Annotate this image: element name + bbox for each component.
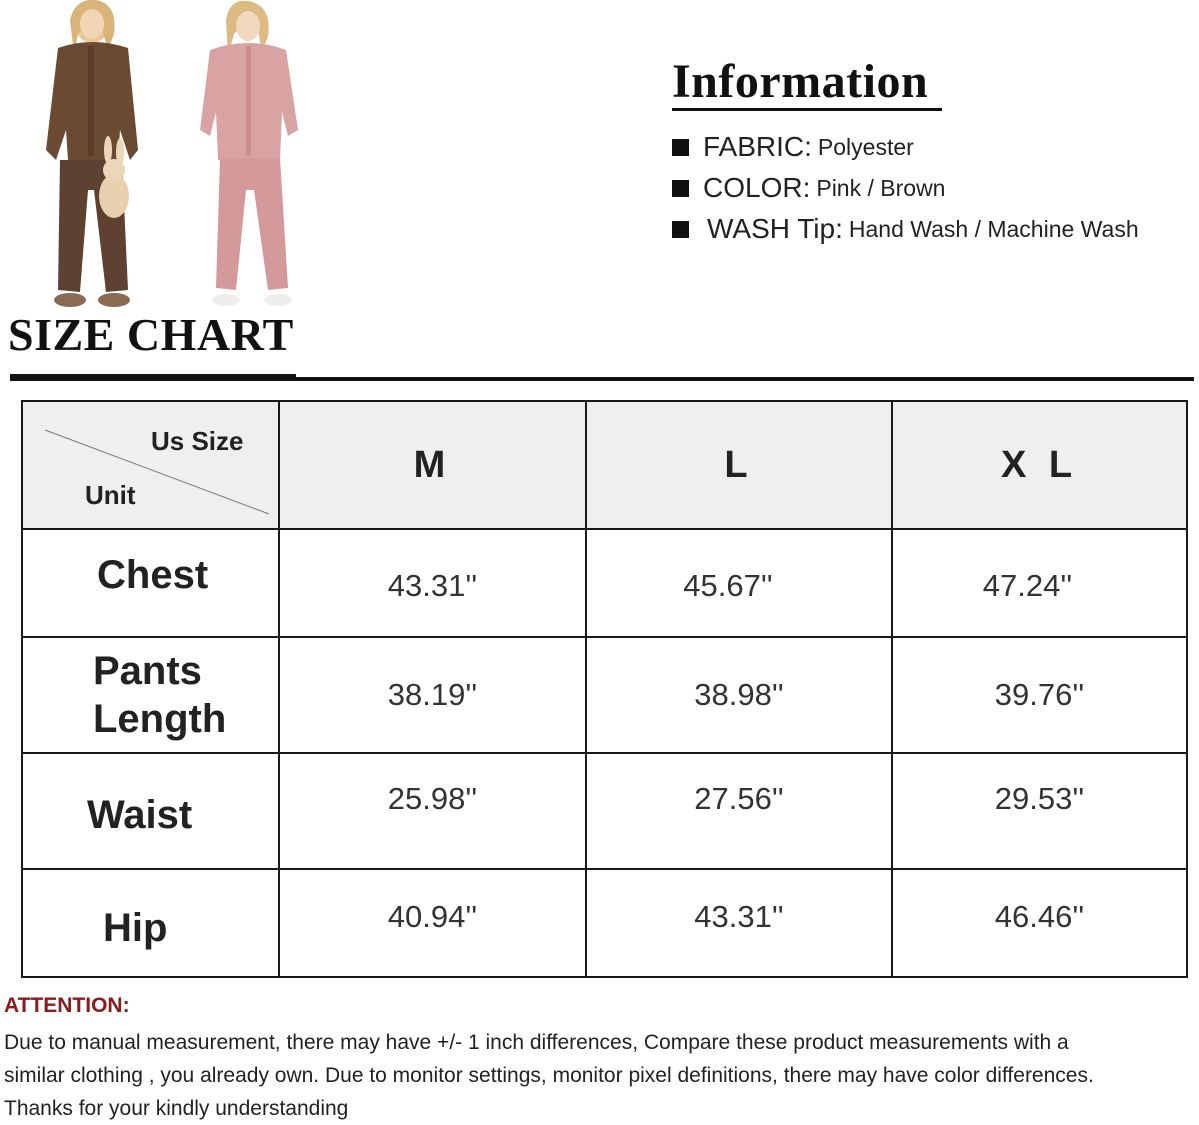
info-item-color	[672, 173, 945, 203]
table-row-pants-length	[22, 637, 1187, 753]
row-label-line1: Waist	[87, 793, 193, 837]
row-label	[22, 529, 279, 637]
diagonal-divider	[23, 402, 280, 528]
table-cell: 39.76''	[892, 637, 1187, 753]
corner-cell	[22, 401, 279, 529]
table-header-row	[22, 401, 1187, 529]
corner-us-size-label: Us Size	[151, 426, 244, 456]
table-cell: 40.94''	[279, 869, 586, 977]
corner-unit-label: Unit	[85, 480, 136, 510]
table-row-hip	[22, 869, 1187, 977]
info-value: Pink / Brown	[816, 174, 946, 201]
info-underline	[672, 108, 942, 111]
row-label-line1: Hip	[103, 906, 168, 950]
attention-line: Due to manual measurement, there may have +/- 1 inch differences, Compare these product measurements with a	[4, 1031, 1069, 1054]
square-bullet-icon	[672, 221, 689, 238]
row-label	[22, 869, 279, 977]
info-value: Hand Wash / Machine Wash	[848, 215, 1139, 242]
title-rule	[10, 377, 1194, 381]
table-row-chest	[22, 529, 1187, 637]
size-header-l: L	[586, 401, 892, 529]
info-key: COLOR:	[703, 172, 811, 203]
table-cell: 46.46''	[892, 869, 1187, 977]
info-title: Information	[672, 55, 929, 108]
info-key: FABRIC:	[703, 131, 812, 162]
info-key: WASH Tip:	[707, 213, 843, 244]
attention-line: Thanks for your kindly understanding	[4, 1097, 349, 1120]
size-chart-title: SIZE CHART	[8, 309, 294, 360]
attention-text	[4, 1026, 1199, 1125]
pink-pajama-model	[200, 1, 298, 306]
size-table	[21, 400, 1188, 978]
attention-line: similar clothing , you already own. Due to monitor settings, monitor pixel definitions, there may have color differences.	[4, 1064, 1094, 1087]
size-header-m: M	[279, 401, 586, 529]
table-cell: 38.98''	[586, 637, 892, 753]
square-bullet-icon	[672, 180, 689, 197]
models-photo	[30, 0, 310, 315]
table-row-waist	[22, 753, 1187, 869]
table-cell: 47.24''	[892, 529, 1187, 637]
row-label	[22, 637, 279, 753]
info-item-wash	[672, 214, 1139, 244]
info-value: Polyester	[817, 133, 914, 160]
table-cell: 38.19''	[279, 637, 586, 753]
row-label-line2: Length	[93, 697, 227, 741]
brown-pajama-model	[46, 0, 138, 307]
table-cell: 43.31''	[279, 529, 586, 637]
table-cell: 29.53''	[892, 753, 1187, 869]
square-bullet-icon	[672, 139, 689, 156]
row-label	[22, 753, 279, 869]
row-label-line1: Pants	[93, 649, 202, 693]
attention-title: ATTENTION:	[4, 994, 130, 1017]
table-cell: 25.98''	[279, 753, 586, 869]
table-cell: 43.31''	[586, 869, 892, 977]
info-item-fabric	[672, 132, 914, 162]
size-header-xl: X L	[892, 401, 1187, 529]
table-cell: 27.56''	[586, 753, 892, 869]
row-label-line1: Chest	[97, 553, 209, 597]
table-cell: 45.67''	[586, 529, 892, 637]
